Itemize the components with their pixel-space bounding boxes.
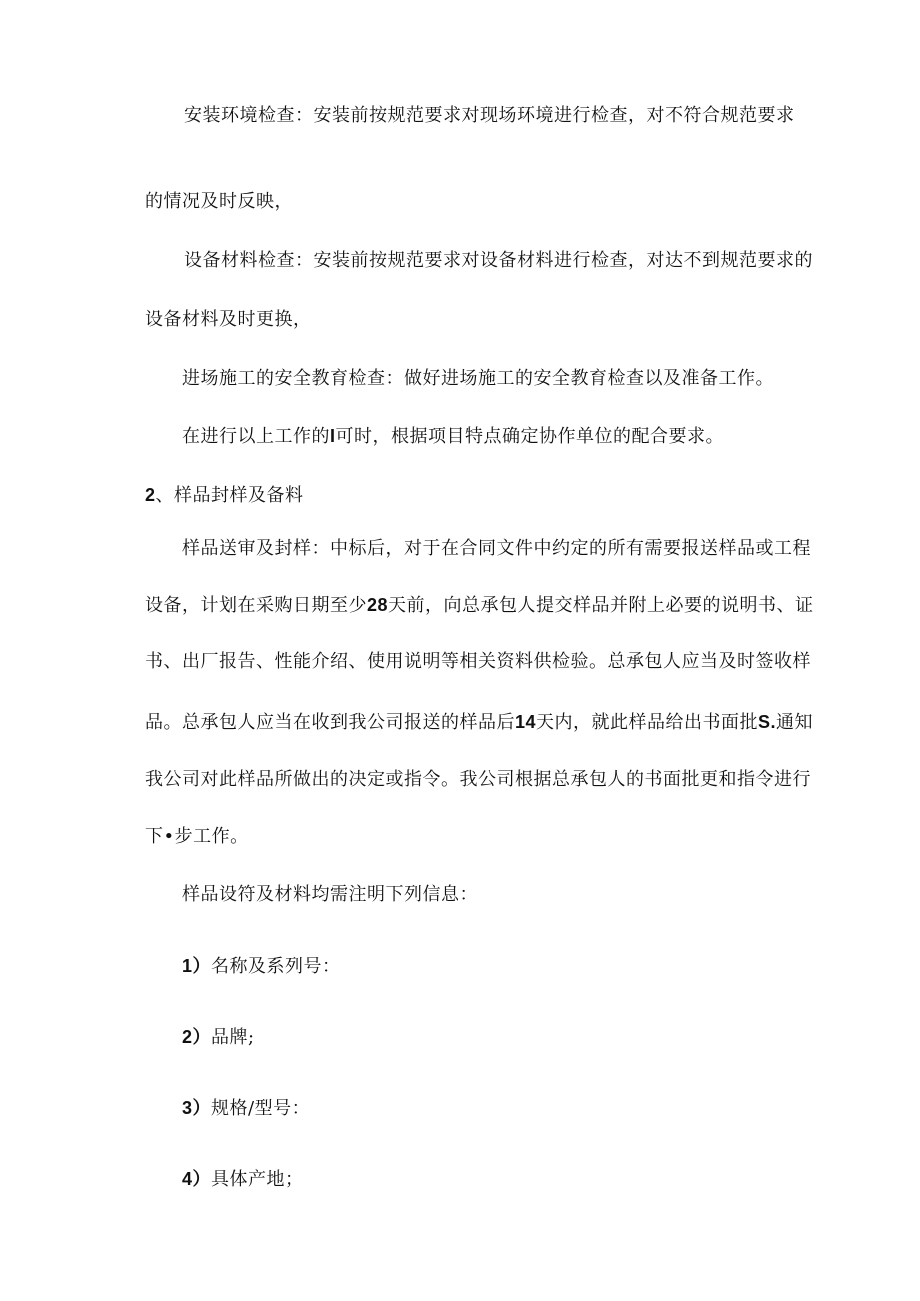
sample-line4-b: 天内，就此样品给出书面批 (536, 712, 759, 733)
info-intro: 样品设符及材料均需注明下列信息： (182, 884, 478, 905)
sample-paragraph-line5: 我公司对此样品所做出的决定或指令。我公司根据总承包人的书面批更和指令进行 (145, 769, 811, 790)
list-item-number: 1） (182, 956, 212, 976)
list-item (182, 1025, 255, 1050)
list-item (182, 1167, 304, 1192)
list-item-text: 品牌; (211, 1027, 255, 1048)
sample-line4-s: S. (758, 712, 777, 732)
sample-line2-b: 天前，向总承包人提交样品并附上必要的说明书、证 (388, 595, 814, 616)
list-item-text: 具体产地； (211, 1169, 304, 1190)
paragraph-coordination-c: 可时，根据项目特点确定协作单位的配合要求。 (335, 426, 725, 447)
paragraph-coordination (182, 424, 724, 449)
section-title: 、样品封样及备料 (155, 485, 304, 506)
list-item-text: 规格/型号： (211, 1098, 311, 1119)
paragraph-install-env-line1: 安装环境检查：安装前按规范要求对现场环境进行检查，对不符合规范要求 (184, 105, 795, 126)
paragraph-equipment-check-line1: 设备材料检查：安装前按规范要求对设备材料进行检查，对达不到规范要求的 (184, 250, 813, 271)
paragraph-equipment-check-line2: 设备材料及时更换， (145, 309, 312, 330)
sample-days-14: 14 (515, 712, 537, 732)
paragraph-safety-education: 进场施工的安全教育检查：做好进场施工的安全教育检查以及准备工作。 (182, 368, 774, 389)
sample-paragraph-line2 (145, 593, 814, 618)
list-item-number: 4） (182, 1169, 212, 1189)
list-item-number: 2） (182, 1027, 212, 1047)
list-item-number: 3） (182, 1098, 212, 1118)
section-heading-samples (145, 483, 304, 508)
paragraph-coordination-a: 在进行以上工作的 (182, 426, 330, 447)
paragraph-coordination-glyph: I (330, 426, 336, 446)
sample-days-28: 28 (367, 595, 389, 615)
list-item (182, 1096, 310, 1121)
sample-paragraph-line3: 书、出厂报告、性能介绍、使用说明等相关资料供检验。总承包人应当及时签收样 (145, 651, 811, 672)
sample-line4-c: 通知 (776, 712, 814, 733)
list-item (182, 954, 341, 979)
sample-paragraph-line6: 下•步工作。 (145, 826, 249, 847)
sample-paragraph-line1: 样品送审及封样：中标后，对于在合同文件中约定的所有需要报送样品或工程 (182, 538, 811, 559)
sample-line2-a: 设备，计划在采购日期至少 (145, 595, 367, 616)
paragraph-install-env-line2: 的情况及时反映， (145, 191, 293, 212)
list-item-text: 名称及系列号： (211, 956, 341, 977)
section-number: 2 (145, 485, 156, 505)
sample-paragraph-line4 (145, 710, 813, 735)
sample-line4-a: 品。总承包人应当在收到我公司报送的样品后 (145, 712, 515, 733)
